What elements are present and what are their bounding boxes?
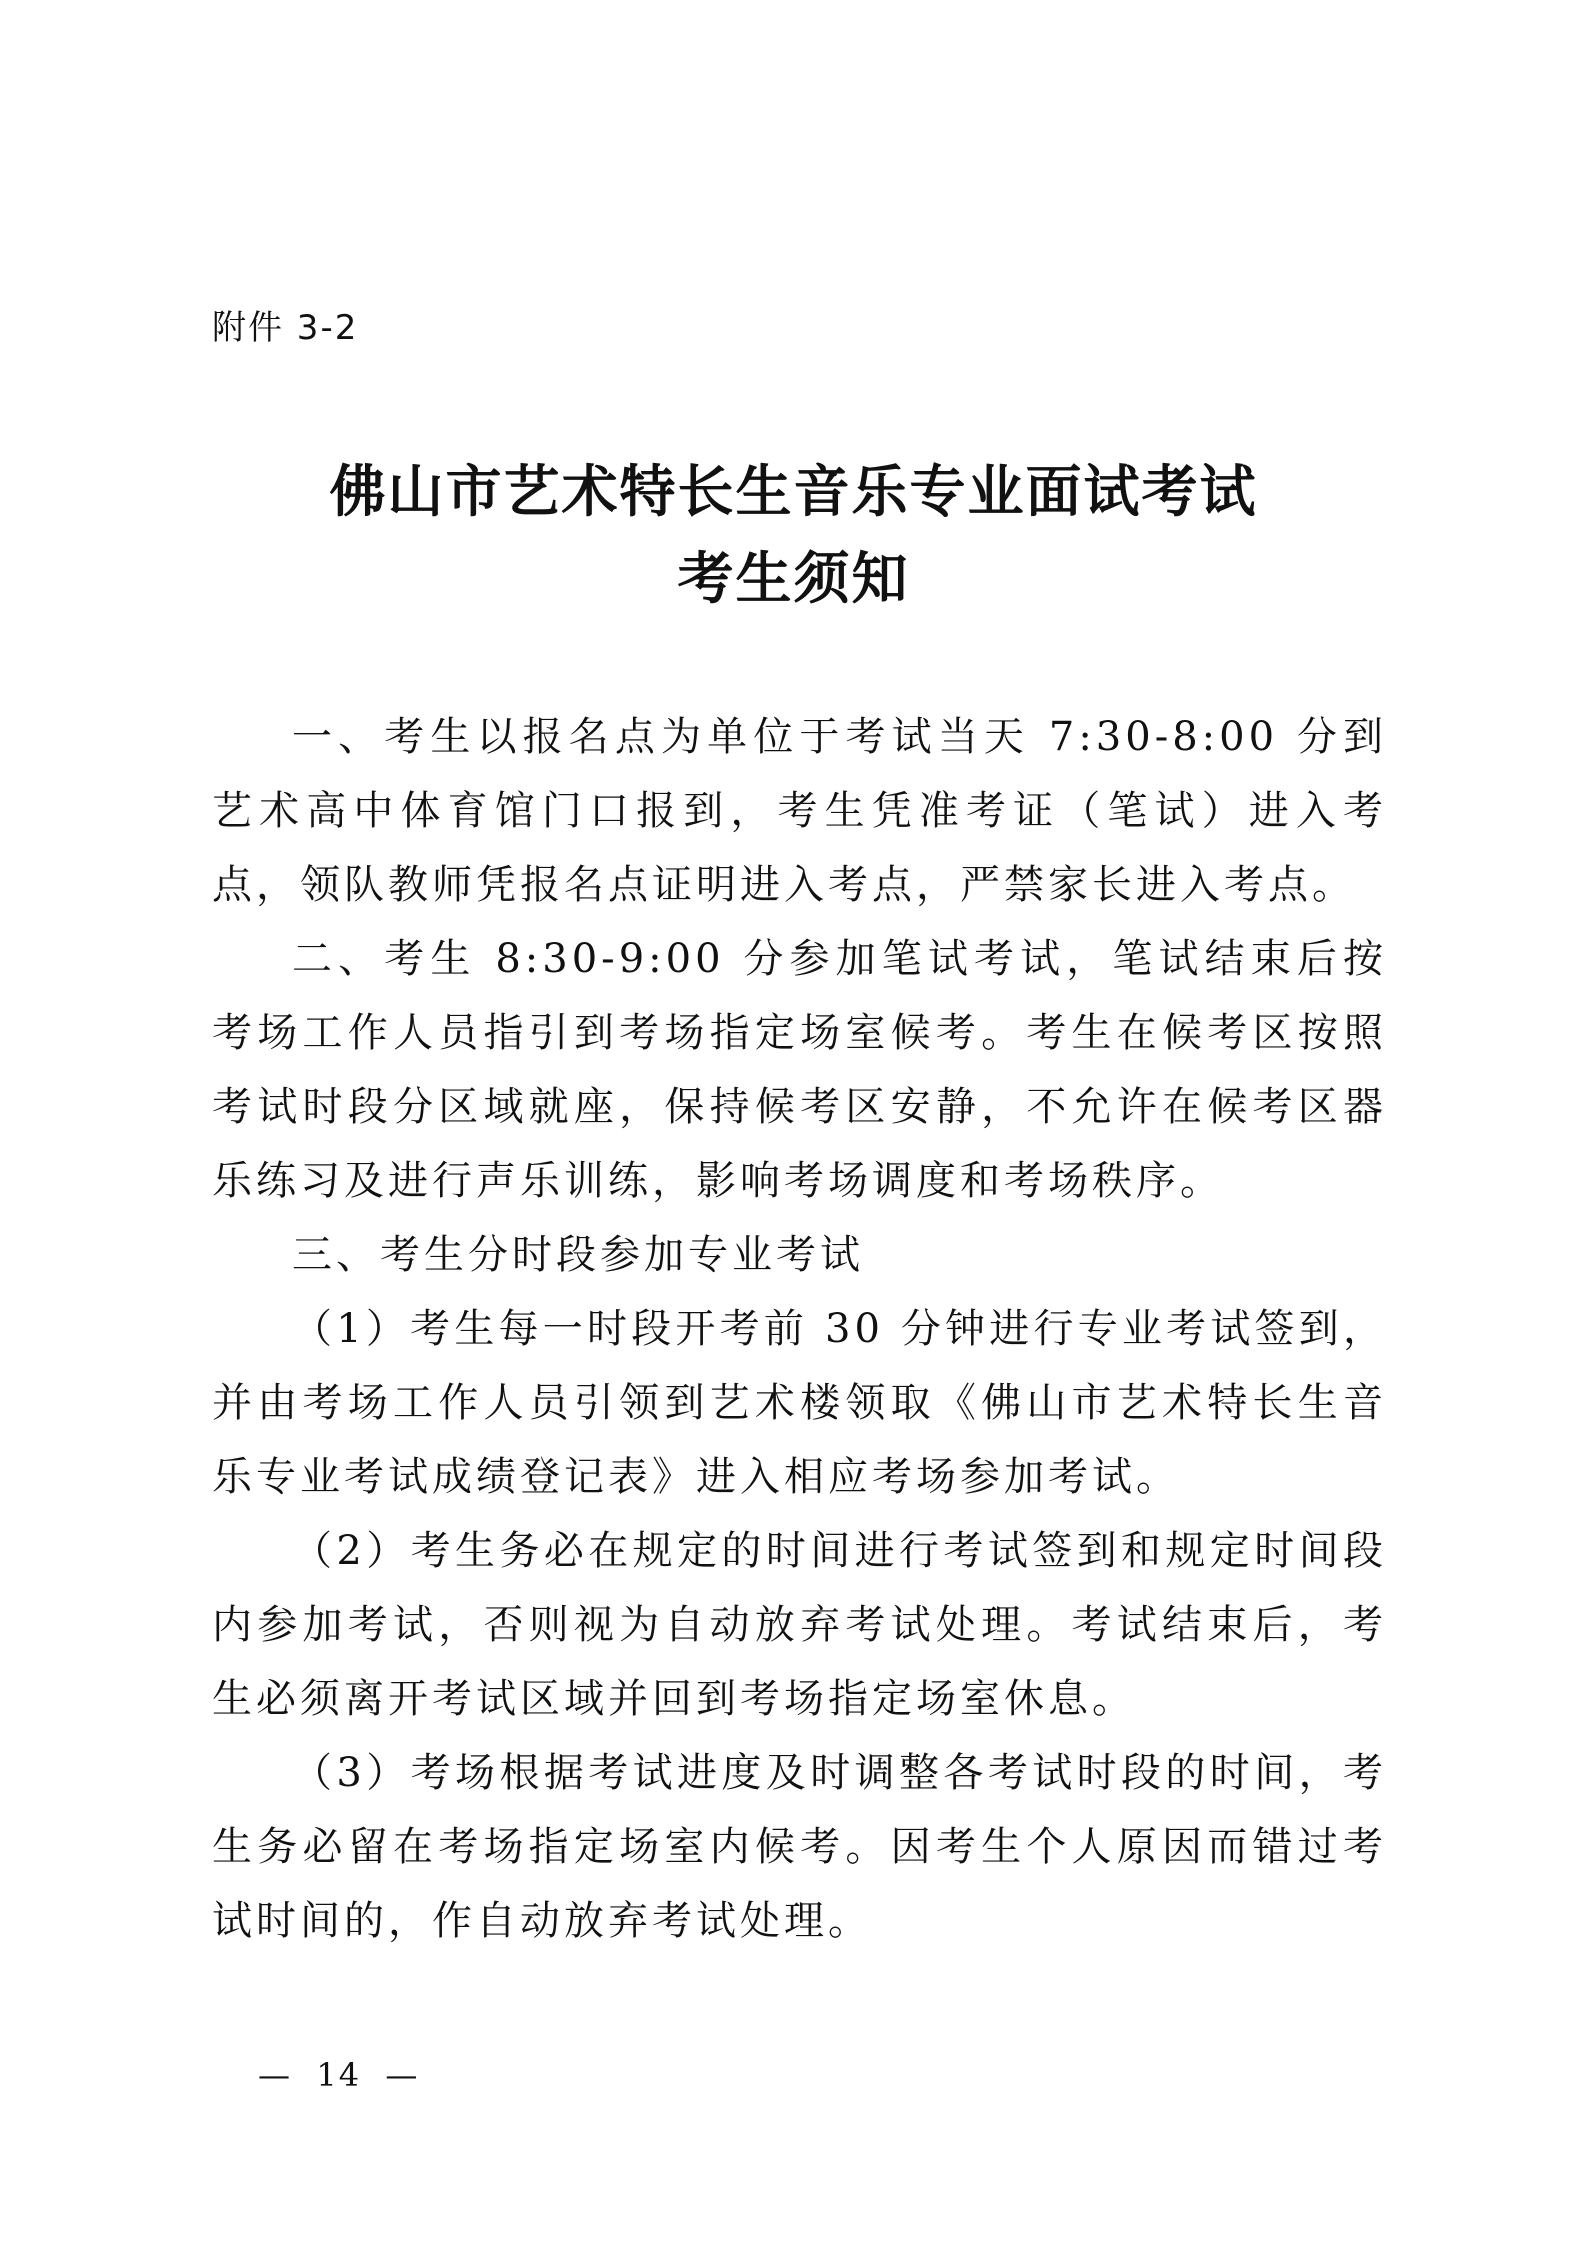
paragraph-6: （3）考场根据考试进度及时调整各考试时段的时间，考生务必留在考场指定场室内候考。因考生个人原因而错过考试时间的，作自动放弃考试处理。 xyxy=(212,1750,1387,1944)
paragraph-3: 三、考生分时段参加专业考试 xyxy=(292,1232,864,1278)
document-body xyxy=(212,700,1387,1958)
paragraph-4: （1）考生每一时段开考前 30 分钟进行专业考试签到，并由考场工作人员引领到艺术楼领取《佛山市艺术特长生音乐专业考试成绩登记表》进入相应考场参加考试。 xyxy=(212,1306,1387,1500)
document-title-line-2: 考生须知 xyxy=(677,546,910,612)
paragraph-1: 一、考生以报名点为单位于考试当天 7:30-8:00 分到艺术高中体育馆门口报到，考生凭准考证（笔试）进入考点，领队教师凭报名点证明进入考点，严禁家长进入考点。 xyxy=(212,714,1387,908)
document-title-line-1: 佛山市艺术特长生音乐专业面试考试 xyxy=(329,459,1258,525)
paragraph-5: （2）考生务必在规定的时间进行考试签到和规定时间段内参加考试，否则视为自动放弃考试处理。考试结束后，考生必须离开考试区域并回到考场指定场室休息。 xyxy=(212,1528,1387,1722)
paragraph-2: 二、考生 8:30-9:00 分参加笔试考试，笔试结束后按考场工作人员指引到考场指定场室候考。考生在候考区按照考试时段分区域就座，保持候考区安静，不允许在候考区器乐练习及进行声乐训练，影响考场调度和考场秩序。 xyxy=(212,936,1387,1204)
page-number: — 14 — xyxy=(258,2056,420,2094)
attachment-label: 附件 3-2 xyxy=(212,308,359,348)
